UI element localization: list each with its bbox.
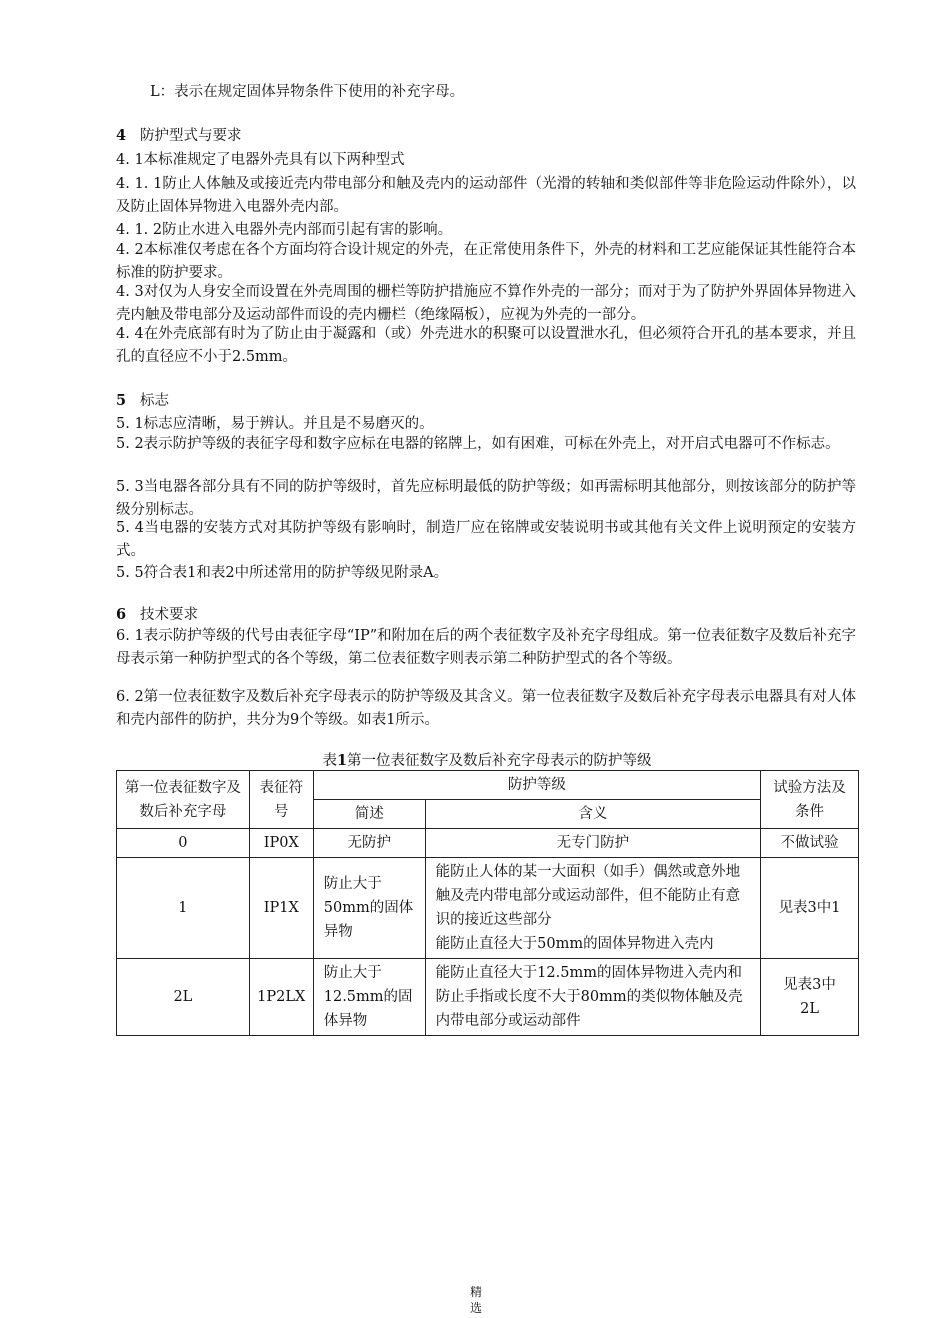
section-5-item: 5. 5符合表1和表2中所述常用的防护等级见附录A。 (116, 565, 449, 581)
caption-prefix: 表 (322, 753, 337, 769)
table-row (117, 858, 859, 959)
section-4-heading (116, 124, 856, 148)
table-row (117, 959, 859, 1036)
cell-digit: 2L (117, 959, 250, 1036)
section-4-item: 4. 3对仅为人身安全而设置在外壳周围的栅栏等防护措施应不算作外壳的一部分；而对于为了防护外界固体异物进入壳内触及带电部分及运动部件而设的壳内栅栏（绝缘隔板），应视为外壳的一部分。 (116, 284, 856, 323)
cell-meaning: 无专门防护 (425, 829, 760, 858)
section-5-title: 标志 (140, 393, 169, 409)
header-test-method: 试验方法及条件 (761, 771, 859, 829)
header-brief: 简述 (313, 800, 425, 829)
cell-symbol: 1P2LX (249, 959, 313, 1036)
section-6-heading (116, 603, 856, 627)
section-4-item: 4. 4在外壳底部有时为了防止由于凝露和（或）外壳进水的积聚可以设置泄水孔，但必须符合开孔的基本要求，并且孔的直径应不小于2.5mm。 (116, 326, 856, 365)
header-meaning: 含义 (425, 800, 760, 829)
protection-level-table (116, 770, 859, 1036)
cell-test: 见表3中1 (761, 858, 859, 959)
page-footer (466, 1284, 486, 1316)
cell-brief: 防止大于50mm的固体异物 (313, 858, 425, 959)
caption-text: 第一位表征数字及数后补充字母表示的防护等级 (347, 753, 652, 769)
intro-line: L：表示在规定固体异物条件下使用的补充字母。 (150, 84, 465, 100)
header-symbol: 表征符号 (249, 771, 313, 829)
cell-meaning: 能防止人体的某一大面积（如手）偶然或意外地触及壳内带电部分或运动部件，但不能防止有意识的接近这些部分 能防止直径大于50mm的固体异物进入壳内 (425, 858, 760, 959)
section-6-number: 6 (116, 606, 127, 623)
cell-brief: 防止大于12.5mm的固体异物 (313, 959, 425, 1036)
section-4-title: 防护型式与要求 (140, 128, 242, 144)
section-4-number: 4 (116, 127, 127, 144)
cell-test: 不做试验 (761, 829, 859, 858)
section-4-item: 4. 1本标准规定了电器外壳具有以下两种型式 (116, 152, 405, 168)
section-6-item: 6. 1表示防护等级的代号由表征字母“IP”和附加在后的两个表征数字及补充字母组成。第一位表征数字及数后补充字母表示第一种防护型式的各个等级，第二位表征数字则表示第二种防护型式的各个等级。 (116, 628, 856, 667)
section-4-item: 4. 2本标准仅考虑在各个方面均符合设计规定的外壳，在正常使用条件下，外壳的材料和工艺应能保证其性能符合本标准的防护要求。 (116, 242, 856, 281)
section-6-title: 技术要求 (140, 607, 198, 623)
caption-number: 1 (336, 752, 348, 769)
cell-symbol: IP1X (249, 858, 313, 959)
section-5-item: 5. 4当电器的安装方式对其防护等级有影响时，制造厂应在铭牌或安装说明书或其他有关文件上说明预定的安装方式。 (116, 520, 856, 559)
section-5-item: 5. 3当电器各部分具有不同的防护等级时，首先应标明最低的防护等级；如再需标明其他部分，则按该部分的防护等级分别标志。 (116, 479, 856, 518)
table-header-row (117, 771, 859, 800)
section-4-item: 4. 1. 1防止人体触及或接近壳内带电部分和触及壳内的运动部件（光滑的转轴和类似部件等非危险运动件除外），以及防止固体异物进入电器外壳内部。 (116, 176, 856, 215)
section-5-item: 5. 2表示防护等级的表征字母和数字应标在电器的铭牌上，如有困难，可标在外壳上，对开启式电器可不作标志。 (116, 436, 840, 452)
table-1-caption (116, 750, 858, 772)
section-4-item: 4. 1. 2防止水进入电器外壳内部而引起有害的影响。 (116, 222, 453, 238)
cell-symbol: IP0X (249, 829, 313, 858)
table-row (117, 829, 859, 858)
cell-brief: 无防护 (313, 829, 425, 858)
cell-test: 见表3中2L (761, 959, 859, 1036)
section-5-item: 5. 1标志应清晰，易于辨认。并且是不易磨灭的。 (116, 416, 434, 432)
cell-digit: 1 (117, 858, 250, 959)
section-6-item: 6. 2第一位表征数字及数后补充字母表示的防护等级及其含义。第一位表征数字及数后补充字母表示电器具有对人体和壳内部件的防护，共分为9个等级。如表1所示。 (116, 689, 856, 728)
section-5-heading (116, 389, 856, 413)
header-first-digit: 第一位表征数字及数后补充字母 (117, 771, 250, 829)
section-5-number: 5 (116, 392, 127, 409)
cell-digit: 0 (117, 829, 250, 858)
cell-meaning: 能防止直径大于12.5mm的固体异物进入壳内和防止手指或长度不大于80mm的类似物体触及壳内带电部分或运动部件 (425, 959, 760, 1036)
footer-line-2: 选 (469, 1301, 482, 1315)
header-protection-level: 防护等级 (313, 771, 760, 800)
footer-line-1: 精 (469, 1285, 482, 1299)
